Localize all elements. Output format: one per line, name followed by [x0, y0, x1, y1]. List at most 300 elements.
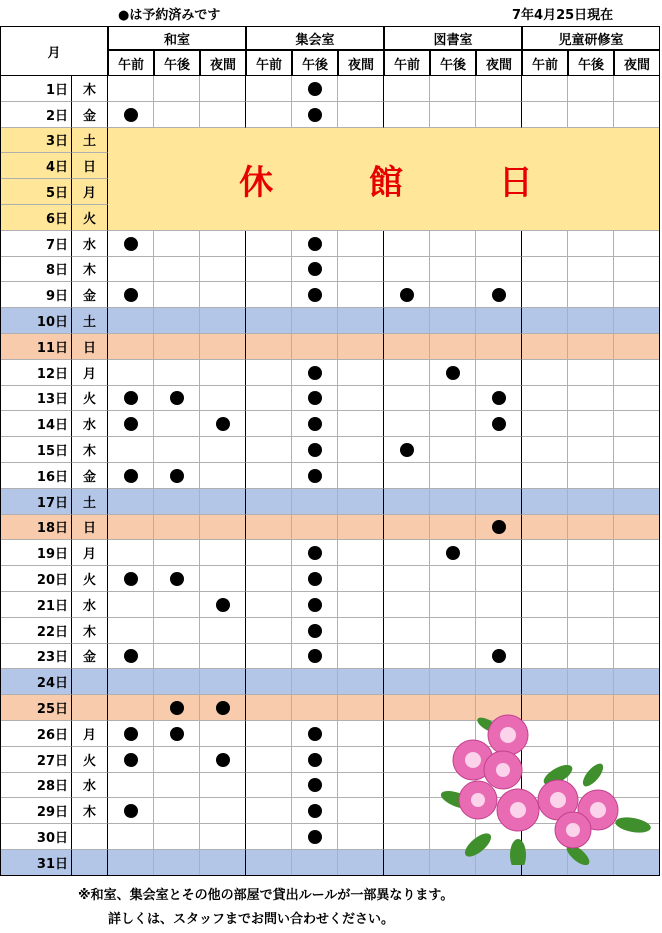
note-rules: ※和室、集会室とその他の部屋で貸出ルールが一部異なります。	[78, 888, 454, 903]
slot-cell	[476, 618, 522, 644]
slot-cell	[154, 669, 200, 695]
weekday-cell: 木	[72, 437, 108, 463]
slot-cell	[292, 669, 338, 695]
footnotes	[78, 884, 453, 932]
slot-cell	[246, 437, 292, 463]
slot-cell	[292, 515, 338, 541]
slot-cell	[614, 463, 660, 489]
slot-cell	[108, 773, 154, 799]
weekday-cell: 金	[72, 644, 108, 670]
slot-header: 午後	[154, 50, 200, 76]
slot-cell	[522, 489, 568, 515]
slot-cell	[522, 386, 568, 412]
booked-dot	[308, 82, 322, 96]
slot-cell	[292, 308, 338, 334]
slot-cell	[568, 282, 614, 308]
slot-cell	[614, 411, 660, 437]
slot-cell	[200, 282, 246, 308]
booked-dot	[308, 417, 322, 431]
slot-cell	[614, 669, 660, 695]
slot-cell	[430, 463, 476, 489]
weekday-cell: 火	[72, 205, 108, 231]
slot-cell	[154, 515, 200, 541]
slot-cell	[108, 308, 154, 334]
slot-cell	[338, 76, 384, 102]
booked-dot	[492, 520, 506, 534]
slot-cell	[430, 257, 476, 283]
weekday-cell: 月	[72, 540, 108, 566]
slot-cell	[200, 669, 246, 695]
slot-cell	[292, 360, 338, 386]
slot-cell	[292, 747, 338, 773]
booked-dot	[308, 366, 322, 380]
day-cell: 22日	[0, 618, 72, 644]
slot-cell	[338, 489, 384, 515]
slot-cell	[568, 437, 614, 463]
slot-cell	[246, 386, 292, 412]
slot-cell	[108, 334, 154, 360]
slot-cell	[568, 592, 614, 618]
slot-cell	[200, 644, 246, 670]
slot-cell	[200, 721, 246, 747]
slot-cell	[154, 257, 200, 283]
day-cell: 8日	[0, 257, 72, 283]
booked-dot	[308, 804, 322, 818]
slot-cell	[200, 618, 246, 644]
slot-cell	[384, 618, 430, 644]
booked-dot	[124, 649, 138, 663]
slot-cell	[200, 566, 246, 592]
slot-cell	[338, 850, 384, 876]
booked-dot	[492, 649, 506, 663]
slot-cell	[292, 618, 338, 644]
slot-cell	[430, 76, 476, 102]
slot-cell	[614, 257, 660, 283]
slot-cell	[246, 308, 292, 334]
slot-header: 午前	[522, 50, 568, 76]
slot-cell	[568, 463, 614, 489]
slot-cell	[430, 102, 476, 128]
slot-cell	[614, 102, 660, 128]
slot-cell	[154, 386, 200, 412]
slot-cell	[476, 437, 522, 463]
slot-cell	[568, 644, 614, 670]
slot-header: 夜間	[476, 50, 522, 76]
slot-cell	[384, 798, 430, 824]
booked-dot	[124, 572, 138, 586]
slot-cell	[568, 489, 614, 515]
slot-cell	[200, 102, 246, 128]
slot-cell	[568, 566, 614, 592]
slot-cell	[568, 102, 614, 128]
slot-cell	[476, 411, 522, 437]
slot-cell	[384, 231, 430, 257]
slot-cell	[200, 798, 246, 824]
booked-dot	[124, 237, 138, 251]
slot-cell	[292, 566, 338, 592]
slot-header: 午前	[108, 50, 154, 76]
slot-cell	[338, 566, 384, 592]
slot-cell	[614, 566, 660, 592]
slot-cell	[108, 386, 154, 412]
booked-dot	[492, 288, 506, 302]
weekday-cell: 金	[72, 102, 108, 128]
slot-cell	[568, 540, 614, 566]
slot-cell	[108, 747, 154, 773]
slot-cell	[246, 747, 292, 773]
slot-cell	[338, 773, 384, 799]
slot-cell	[384, 102, 430, 128]
slot-cell	[522, 515, 568, 541]
slot-cell	[430, 592, 476, 618]
weekday-cell: 水	[72, 773, 108, 799]
slot-cell	[246, 76, 292, 102]
slot-cell	[338, 360, 384, 386]
slot-cell	[154, 489, 200, 515]
slot-cell	[522, 437, 568, 463]
booked-dot	[308, 262, 322, 276]
slot-cell	[154, 76, 200, 102]
booked-dot	[124, 417, 138, 431]
slot-cell	[338, 282, 384, 308]
slot-cell	[614, 618, 660, 644]
booked-dot	[308, 572, 322, 586]
slot-cell	[246, 411, 292, 437]
slot-cell	[384, 669, 430, 695]
booked-dot	[492, 391, 506, 405]
booked-dot	[170, 727, 184, 741]
slot-cell	[522, 231, 568, 257]
slot-cell	[430, 489, 476, 515]
slot-cell	[108, 540, 154, 566]
booked-dot	[308, 443, 322, 457]
booked-dot	[492, 417, 506, 431]
slot-cell	[384, 747, 430, 773]
slot-cell	[154, 282, 200, 308]
weekday-cell: 火	[72, 747, 108, 773]
slot-cell	[338, 618, 384, 644]
slot-cell	[384, 437, 430, 463]
weekday-cell: 土	[72, 128, 108, 154]
slot-cell	[246, 695, 292, 721]
slot-cell	[108, 437, 154, 463]
weekday-cell: 月	[72, 360, 108, 386]
slot-header: 午後	[292, 50, 338, 76]
slot-cell	[614, 540, 660, 566]
slot-cell	[568, 669, 614, 695]
slot-cell	[614, 360, 660, 386]
slot-cell	[568, 257, 614, 283]
slot-cell	[292, 102, 338, 128]
slot-cell	[246, 334, 292, 360]
slot-cell	[108, 721, 154, 747]
slot-cell	[476, 489, 522, 515]
day-cell: 18日	[0, 515, 72, 541]
slot-cell	[154, 411, 200, 437]
booked-dot	[124, 391, 138, 405]
slot-cell	[384, 566, 430, 592]
day-cell: 29日	[0, 798, 72, 824]
slot-cell	[108, 282, 154, 308]
slot-cell	[338, 437, 384, 463]
slot-cell	[154, 850, 200, 876]
slot-cell	[246, 360, 292, 386]
slot-cell	[338, 411, 384, 437]
day-cell: 16日	[0, 463, 72, 489]
booked-dot	[308, 391, 322, 405]
slot-cell	[476, 257, 522, 283]
as-of-date: 7年4月25日現在	[512, 8, 614, 23]
slot-cell	[522, 566, 568, 592]
slot-cell	[200, 695, 246, 721]
slot-cell	[338, 463, 384, 489]
booked-dot	[216, 598, 230, 612]
slot-cell	[246, 669, 292, 695]
slot-cell	[338, 747, 384, 773]
slot-cell	[522, 334, 568, 360]
slot-cell	[476, 515, 522, 541]
booked-dot	[308, 108, 322, 122]
slot-cell	[154, 721, 200, 747]
slot-cell	[108, 102, 154, 128]
booked-dot	[400, 443, 414, 457]
slot-cell	[338, 386, 384, 412]
slot-cell	[384, 411, 430, 437]
booked-dot	[170, 701, 184, 715]
slot-cell	[292, 773, 338, 799]
day-cell: 14日	[0, 411, 72, 437]
slot-cell	[154, 618, 200, 644]
slot-cell	[384, 695, 430, 721]
day-cell: 13日	[0, 386, 72, 412]
booked-dot	[124, 753, 138, 767]
slot-cell	[384, 850, 430, 876]
day-cell: 31日	[0, 850, 72, 876]
slot-cell	[338, 824, 384, 850]
slot-cell	[430, 618, 476, 644]
slot-header: 夜間	[338, 50, 384, 76]
slot-cell	[430, 386, 476, 412]
weekday-cell: 金	[72, 282, 108, 308]
slot-cell	[200, 824, 246, 850]
booked-dot	[124, 727, 138, 741]
slot-cell	[108, 257, 154, 283]
day-cell: 26日	[0, 721, 72, 747]
slot-cell	[384, 773, 430, 799]
slot-cell	[384, 334, 430, 360]
booked-dot	[216, 417, 230, 431]
day-cell: 21日	[0, 592, 72, 618]
note-contact: 詳しくは、スタッフまでお問い合わせください。	[108, 912, 395, 927]
slot-cell	[200, 463, 246, 489]
slot-cell	[338, 102, 384, 128]
slot-cell	[108, 489, 154, 515]
slot-cell	[384, 489, 430, 515]
room-header: 和室	[108, 26, 246, 50]
booked-dot	[170, 391, 184, 405]
slot-cell	[154, 102, 200, 128]
slot-cell	[292, 76, 338, 102]
slot-cell	[476, 592, 522, 618]
slot-cell	[154, 231, 200, 257]
slot-cell	[476, 386, 522, 412]
slot-cell	[430, 411, 476, 437]
weekday-cell: 火	[72, 386, 108, 412]
slot-cell	[108, 515, 154, 541]
slot-cell	[384, 463, 430, 489]
slot-cell	[568, 334, 614, 360]
slot-cell	[246, 540, 292, 566]
booked-dot	[124, 469, 138, 483]
slot-cell	[108, 824, 154, 850]
booked-dot	[308, 649, 322, 663]
weekday-cell: 日	[72, 334, 108, 360]
room-header: 児童研修室	[522, 26, 660, 50]
slot-cell	[108, 76, 154, 102]
slot-cell	[154, 437, 200, 463]
room-header: 集会室	[246, 26, 384, 50]
slot-cell	[246, 257, 292, 283]
slot-cell	[292, 798, 338, 824]
slot-cell	[522, 669, 568, 695]
slot-cell	[430, 360, 476, 386]
slot-cell	[292, 592, 338, 618]
booked-legend: ●は予約済みです	[118, 8, 221, 23]
slot-cell	[430, 437, 476, 463]
slot-cell	[154, 334, 200, 360]
slot-cell	[292, 411, 338, 437]
slot-cell	[246, 850, 292, 876]
slot-cell	[200, 308, 246, 334]
slot-cell	[246, 824, 292, 850]
slot-cell	[200, 411, 246, 437]
slot-cell	[614, 592, 660, 618]
slot-cell	[108, 592, 154, 618]
slot-cell	[154, 360, 200, 386]
slot-cell	[430, 515, 476, 541]
slot-cell	[568, 411, 614, 437]
slot-cell	[522, 644, 568, 670]
weekday-cell: 日	[72, 153, 108, 179]
slot-cell	[430, 282, 476, 308]
slot-cell	[246, 644, 292, 670]
weekday-cell: 月	[72, 721, 108, 747]
slot-cell	[200, 773, 246, 799]
slot-cell	[384, 721, 430, 747]
slot-cell	[154, 592, 200, 618]
slot-cell	[200, 360, 246, 386]
slot-cell	[476, 308, 522, 334]
slot-cell	[568, 308, 614, 334]
slot-header: 夜間	[200, 50, 246, 76]
day-cell: 25日	[0, 695, 72, 721]
slot-header: 午前	[246, 50, 292, 76]
slot-cell	[246, 463, 292, 489]
slot-cell	[430, 566, 476, 592]
slot-cell	[568, 618, 614, 644]
slot-cell	[338, 695, 384, 721]
slot-cell	[384, 824, 430, 850]
day-cell: 4日	[0, 153, 72, 179]
slot-cell	[338, 669, 384, 695]
slot-cell	[246, 515, 292, 541]
weekday-cell: 土	[72, 308, 108, 334]
slot-cell	[200, 437, 246, 463]
slot-cell	[614, 308, 660, 334]
slot-cell	[154, 695, 200, 721]
slot-cell	[200, 850, 246, 876]
day-cell: 1日	[0, 76, 72, 102]
day-cell: 24日	[0, 669, 72, 695]
booked-dot	[308, 727, 322, 741]
slot-cell	[568, 76, 614, 102]
slot-cell	[430, 669, 476, 695]
booked-dot	[124, 288, 138, 302]
slot-cell	[522, 540, 568, 566]
slot-cell	[200, 76, 246, 102]
slot-cell	[292, 489, 338, 515]
slot-cell	[338, 592, 384, 618]
weekday-cell: 火	[72, 566, 108, 592]
slot-cell	[246, 592, 292, 618]
day-cell: 17日	[0, 489, 72, 515]
booked-dot	[446, 546, 460, 560]
slot-cell	[338, 798, 384, 824]
slot-cell	[108, 850, 154, 876]
slot-cell	[614, 489, 660, 515]
slot-cell	[200, 489, 246, 515]
slot-cell	[522, 592, 568, 618]
weekday-cell: 金	[72, 463, 108, 489]
slot-cell	[292, 695, 338, 721]
day-cell: 30日	[0, 824, 72, 850]
month-header: 月	[0, 26, 108, 76]
slot-cell	[200, 386, 246, 412]
slot-cell	[522, 308, 568, 334]
slot-cell	[614, 515, 660, 541]
day-cell: 2日	[0, 102, 72, 128]
weekday-cell: 土	[72, 489, 108, 515]
slot-cell	[338, 721, 384, 747]
booked-dot	[308, 546, 322, 560]
booked-dot	[170, 469, 184, 483]
slot-cell	[384, 592, 430, 618]
closed-label: 休 館 日	[239, 163, 575, 203]
slot-cell	[522, 360, 568, 386]
slot-cell	[246, 618, 292, 644]
slot-header: 午後	[568, 50, 614, 76]
slot-cell	[384, 308, 430, 334]
slot-cell	[292, 282, 338, 308]
booked-dot	[308, 778, 322, 792]
slot-cell	[292, 257, 338, 283]
room-header: 図書室	[384, 26, 522, 50]
slot-cell	[154, 773, 200, 799]
slot-cell	[292, 231, 338, 257]
weekday-cell: 水	[72, 592, 108, 618]
slot-cell	[614, 282, 660, 308]
weekday-cell: 木	[72, 618, 108, 644]
booked-dot	[308, 598, 322, 612]
slot-cell	[246, 721, 292, 747]
day-cell: 5日	[0, 179, 72, 205]
slot-cell	[108, 644, 154, 670]
day-cell: 7日	[0, 231, 72, 257]
slot-cell	[430, 644, 476, 670]
slot-cell	[108, 360, 154, 386]
booked-dot	[308, 469, 322, 483]
slot-cell	[338, 515, 384, 541]
